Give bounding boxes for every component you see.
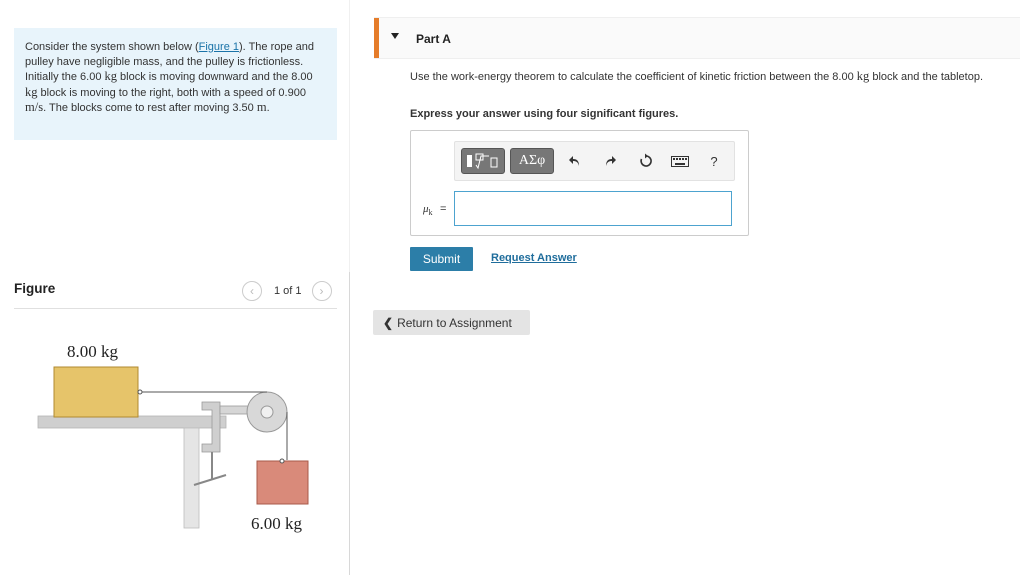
rope-hook	[138, 390, 142, 394]
problem-text: block is moving downward and the 8.00	[117, 71, 313, 84]
rope-hook	[280, 459, 284, 463]
help-button[interactable]: ?	[710, 153, 718, 169]
problem-text: ). The rope and pulley have negligible mass, and the pulley is frictionless. Initially the 6.00	[25, 41, 315, 84]
answer-variable-label	[423, 203, 433, 217]
answer-input[interactable]	[454, 191, 732, 226]
return-to-assignment-button[interactable]	[373, 310, 530, 335]
pulley-hub	[261, 406, 273, 418]
undo-icon[interactable]	[564, 151, 586, 171]
figure-title: Figure	[14, 281, 56, 296]
instruction-text: Express your answer using four significant figures.	[410, 108, 679, 120]
unit: kg	[104, 69, 117, 84]
answer-box	[410, 130, 749, 236]
mu-subscript: k	[428, 208, 433, 218]
question-part: Use the work-energy theorem to calculate the coefficient of kinetic friction between the 8.00	[410, 71, 857, 83]
problem-text: .	[266, 102, 270, 115]
keyboard-icon[interactable]	[669, 151, 691, 171]
figure-pager	[242, 280, 332, 302]
problem-text: . The blocks come to rest after moving 3.50	[43, 102, 257, 115]
redo-icon[interactable]	[599, 151, 621, 171]
pane-divider[interactable]	[349, 272, 350, 575]
figure-image	[14, 330, 337, 545]
submit-button[interactable]: Submit	[410, 247, 473, 271]
caret-down-icon[interactable]	[391, 33, 399, 39]
problem-statement	[14, 28, 337, 140]
table-leg	[184, 428, 199, 528]
unit: m/s	[25, 100, 44, 115]
table-top	[38, 416, 226, 428]
question-part: block and the tabletop.	[869, 71, 984, 83]
block-6kg	[257, 461, 308, 504]
chevron-left-icon[interactable]: ‹	[242, 281, 262, 301]
part-a-title: Part A	[416, 32, 451, 46]
pane-divider-top	[349, 0, 350, 272]
problem-text: Consider the system shown below (	[25, 41, 199, 53]
question-text	[410, 69, 1000, 84]
block-8kg	[54, 367, 138, 417]
greek-symbols-button[interactable]: ΑΣφ	[510, 148, 554, 174]
block-top-label: 8.00 kg	[67, 342, 118, 361]
math-toolbar	[454, 141, 735, 181]
problem-text: block is moving to the right, both with a speed of 0.900	[37, 86, 306, 99]
unit: m	[256, 100, 267, 115]
unit: kg	[25, 84, 38, 99]
templates-icon[interactable]	[461, 148, 505, 174]
return-label: Return to Assignment	[397, 315, 512, 330]
part-accent	[374, 18, 379, 58]
figure-link[interactable]: Figure 1	[198, 41, 239, 53]
mu-symbol: μ	[423, 203, 429, 215]
pager-text: 1 of 1	[274, 285, 302, 297]
divider	[14, 308, 337, 309]
chevron-right-icon[interactable]: ›	[312, 281, 332, 301]
reset-icon[interactable]	[635, 151, 657, 171]
block-hang-label: 6.00 kg	[251, 514, 302, 533]
equals-sign: =	[440, 203, 447, 215]
chevron-left-icon: ❮	[383, 315, 394, 330]
unit: kg	[856, 69, 870, 83]
request-answer-link[interactable]: Request Answer	[491, 252, 577, 264]
part-a-header[interactable]	[374, 17, 1020, 59]
